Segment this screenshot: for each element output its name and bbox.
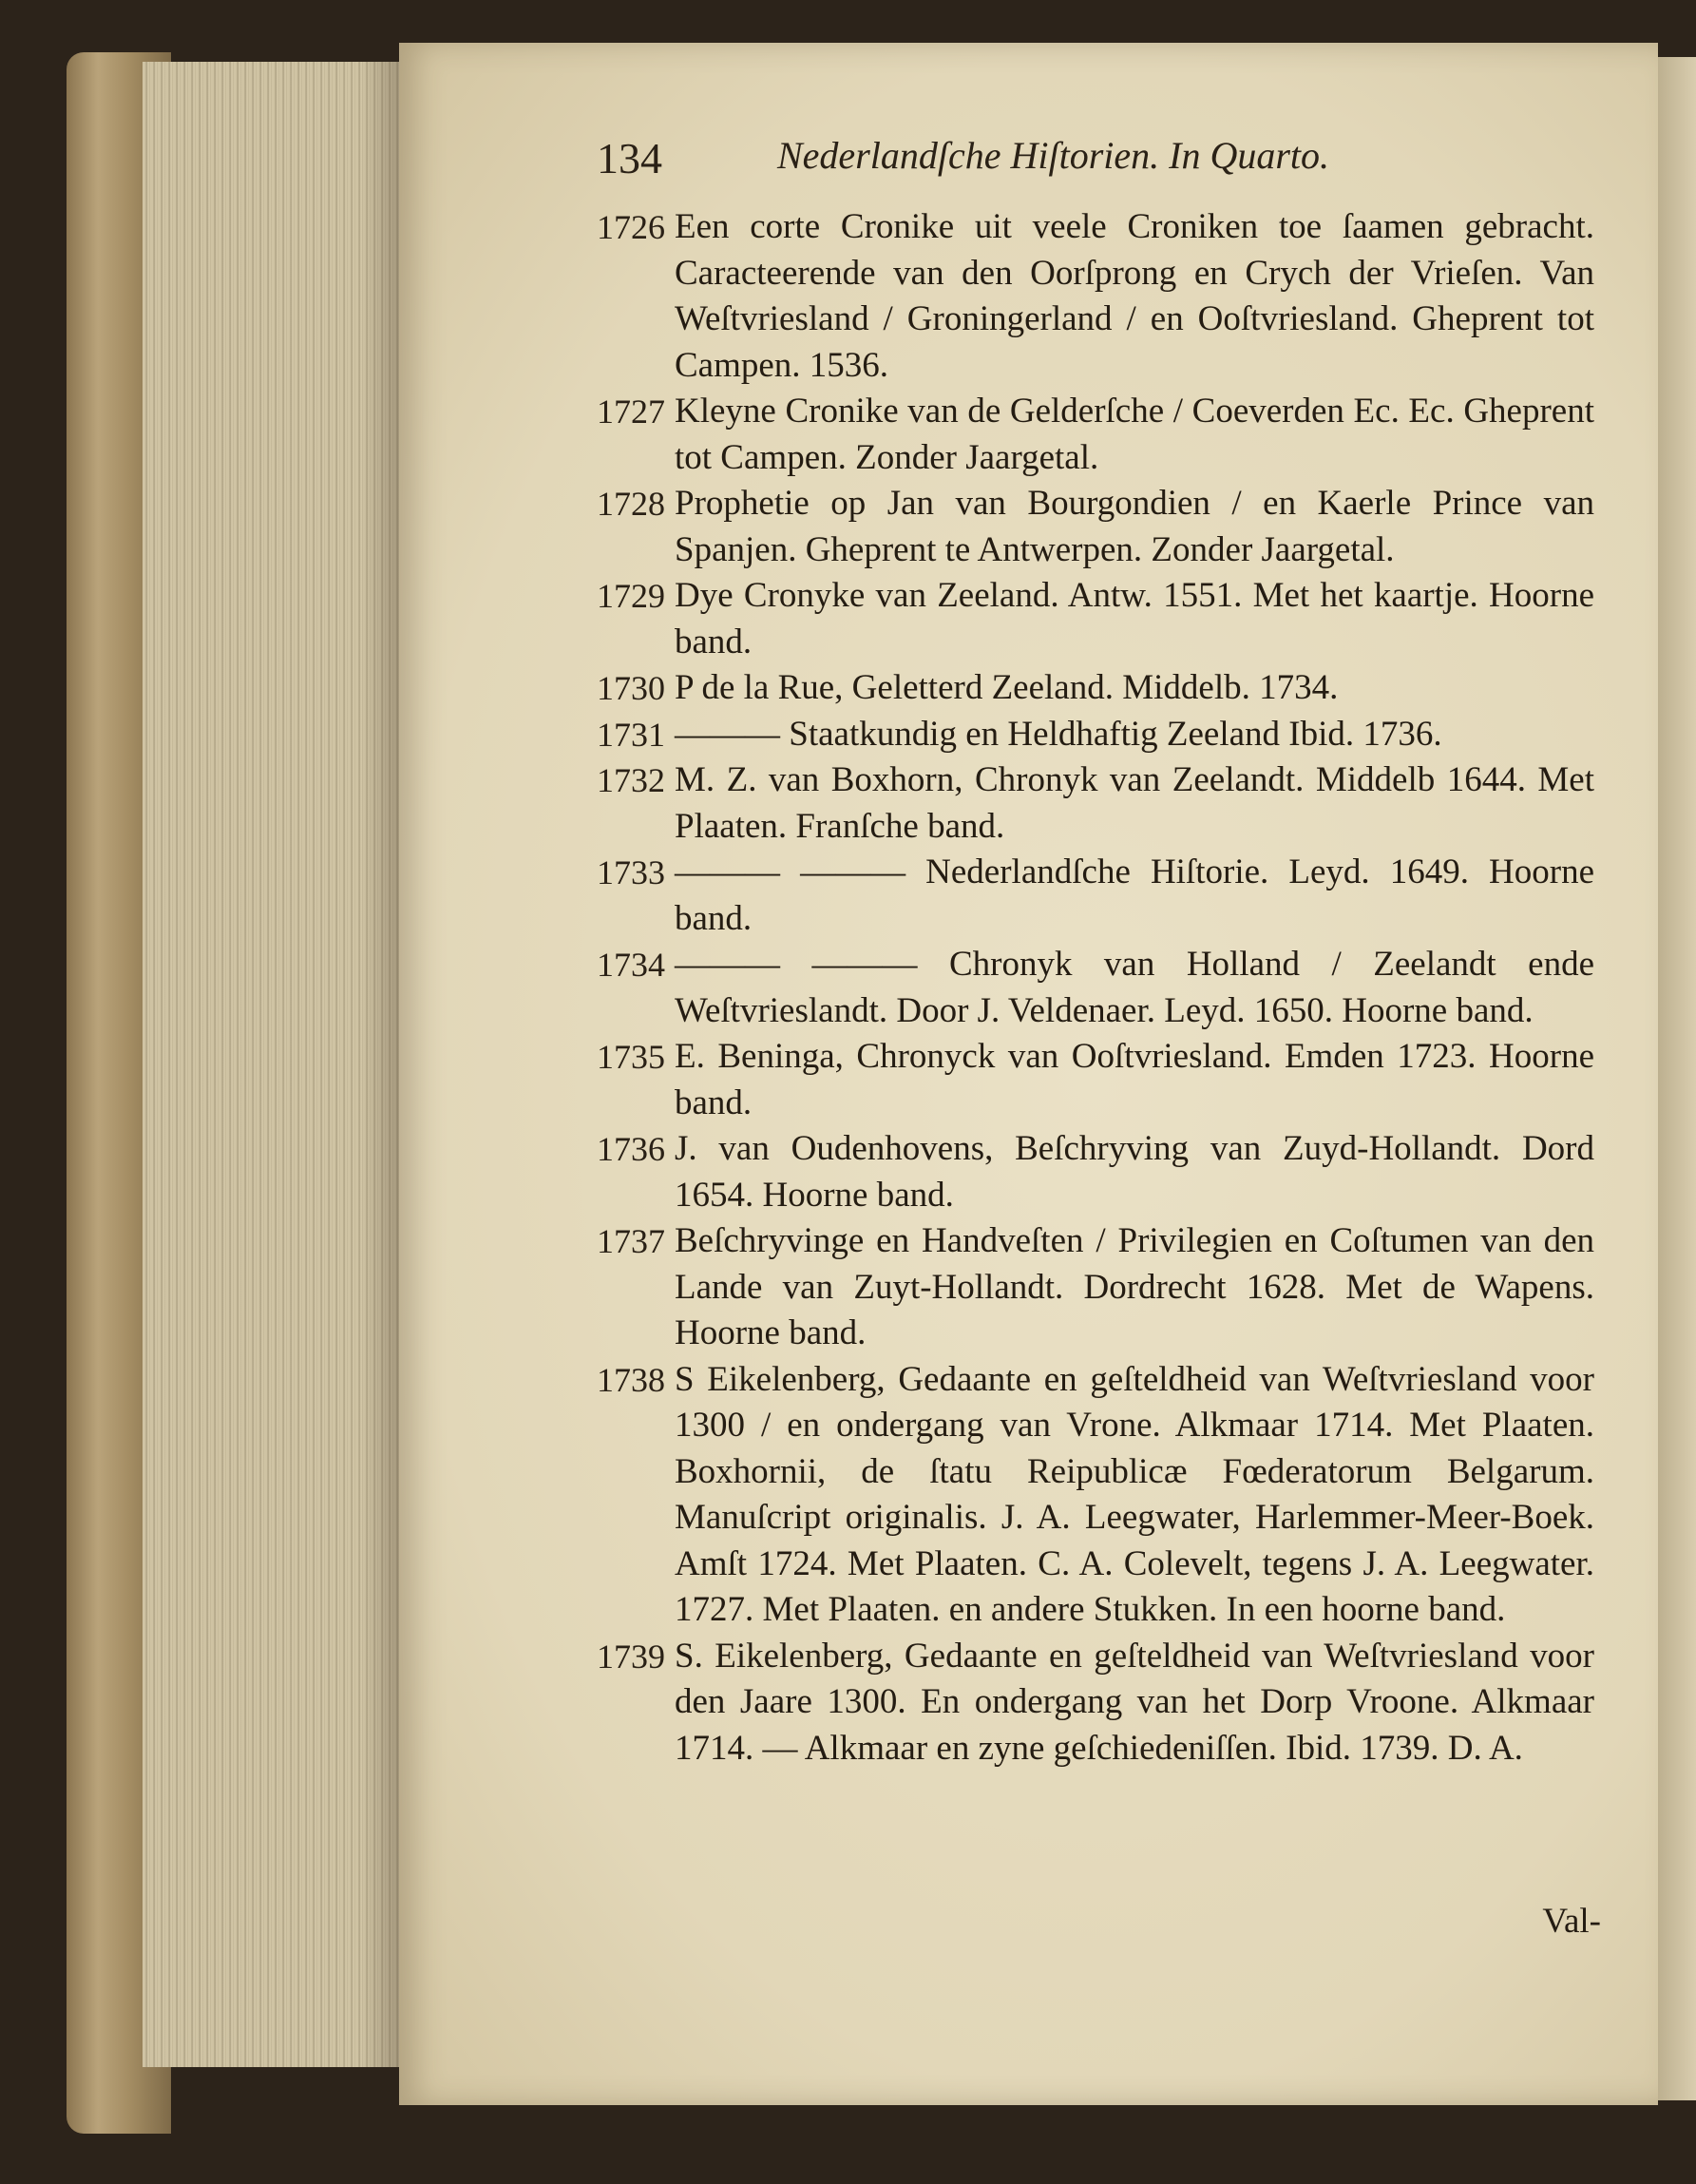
entry-text: E. Beninga, Chronyck van Ooſtvriesland. Emden 1723. Hoorne band. bbox=[675, 1037, 1594, 1122]
entry-number: 1733 bbox=[597, 853, 665, 891]
catalogue-entry bbox=[597, 1034, 1594, 1126]
entry-text: P de la Rue, Geletterd Zeeland. Middelb. 1734. bbox=[675, 668, 1339, 707]
entry-number: 1738 bbox=[597, 1360, 665, 1399]
catalogue-entry bbox=[597, 942, 1594, 1034]
entry-text: Beſchryvinge en Handveſten / Privilegien en Coſtumen van den Lande van Zuyt-Hollandt. Dordrecht 1628. Met de Wapens. Hoorne band. bbox=[675, 1221, 1594, 1352]
entry-number: 1727 bbox=[597, 393, 665, 431]
catalogue-entry bbox=[597, 665, 1594, 712]
entry-number: 1726 bbox=[597, 208, 665, 246]
entry-number: 1737 bbox=[597, 1222, 665, 1260]
entry-text: Een corte Cronike uit veele Croniken toe ſaamen gebracht. Caracteerende van den Oorſprong en Crych der Vrieſen. Van Weſtvriesland / Groningerland / en Ooſtvriesland. Gheprent tot Campen. 1536. bbox=[675, 207, 1594, 385]
catalogue-entries bbox=[597, 204, 1594, 1772]
catalogue-entry bbox=[597, 1218, 1594, 1357]
catalogue-entry bbox=[597, 204, 1594, 389]
catalogue-entry bbox=[597, 481, 1594, 573]
catalogue-entry bbox=[597, 1634, 1594, 1772]
entry-number: 1734 bbox=[597, 946, 665, 984]
catalogue-entry bbox=[597, 389, 1594, 481]
next-page-edge bbox=[1651, 57, 1696, 2100]
entry-number: 1730 bbox=[597, 669, 665, 707]
entry-number: 1735 bbox=[597, 1038, 665, 1076]
entry-number: 1729 bbox=[597, 577, 665, 615]
entry-number: 1736 bbox=[597, 1130, 665, 1168]
entry-text: ——— ——— Nederlandſche Hiſtorie. Leyd. 1649. Hoorne band. bbox=[675, 853, 1594, 938]
entry-text: S. Eikelenberg, Gedaante en geſteldheid van Weſtvriesland voor den Jaare 1300. En ondergang van het Dorp Vroone. Alkmaar 1714. — Alkmaar en zyne geſchiedeniſſen. Ibid. 1739. D. A. bbox=[675, 1636, 1594, 1768]
catalogue-entry bbox=[597, 850, 1594, 942]
catalogue-entry bbox=[597, 1126, 1594, 1218]
page-header bbox=[597, 133, 1585, 190]
catalogue-entry bbox=[597, 712, 1594, 758]
entry-text: M. Z. van Boxhorn, Chronyk van Zeelandt. Middelb 1644. Met Plaaten. Franſche band. bbox=[675, 760, 1594, 846]
catalogue-entry bbox=[597, 757, 1594, 850]
catalogue-entry bbox=[597, 1357, 1594, 1634]
entry-number: 1731 bbox=[597, 715, 665, 754]
entry-text: Kleyne Cronike van de Gelderſche / Coeverden Ec. Ec. Gheprent tot Campen. Zonder Jaargetal. bbox=[675, 392, 1594, 477]
catalogue-entry bbox=[597, 573, 1594, 665]
entry-text: ——— Staatkundig en Heldhaftig Zeeland Ibid. 1736. bbox=[675, 714, 1442, 754]
catchword: Val- bbox=[1542, 1902, 1601, 1941]
entry-number: 1739 bbox=[597, 1637, 665, 1676]
entry-text: S Eikelenberg, Gedaante en geſteldheid van Weſtvriesland voor 1300 / en ondergang van Vrone. Alkmaar 1714. Met Plaaten. Boxhornii, de ſtatu Reipublicæ Fœderatorum Belgarum. Manuſcript originalis. J. A. Leegwater, Harlemmer-Meer-Boek. Amſt 1724. Met Plaaten. C. A. Colevelt, tegens J. A. Leegwater. 1727. Met Plaaten. en andere Stukken. In een hoorne band. bbox=[675, 1359, 1594, 1629]
entry-text: ——— ——— Chronyk van Holland / Zeelandt ende Weſtvrieslandt. Door J. Veldenaer. Leyd. 1650. Hoorne band. bbox=[675, 945, 1594, 1030]
entry-text: Dye Cronyke van Zeeland. Antw. 1551. Met het kaartje. Hoorne band. bbox=[675, 576, 1594, 661]
entry-text: Prophetie op Jan van Bourgondien / en Kaerle Prince van Spanjen. Gheprent te Antwerpen. Zonder Jaargetal. bbox=[675, 484, 1594, 569]
page-number: 134 bbox=[597, 134, 662, 182]
running-head: Nederlandſche Hiſtorien. In Quarto. bbox=[777, 134, 1330, 177]
entry-number: 1732 bbox=[597, 761, 665, 799]
entry-number: 1728 bbox=[597, 485, 665, 523]
entry-text: J. van Oudenhovens, Beſchryving van Zuyd-Hollandt. Dord 1654. Hoorne band. bbox=[675, 1129, 1594, 1215]
